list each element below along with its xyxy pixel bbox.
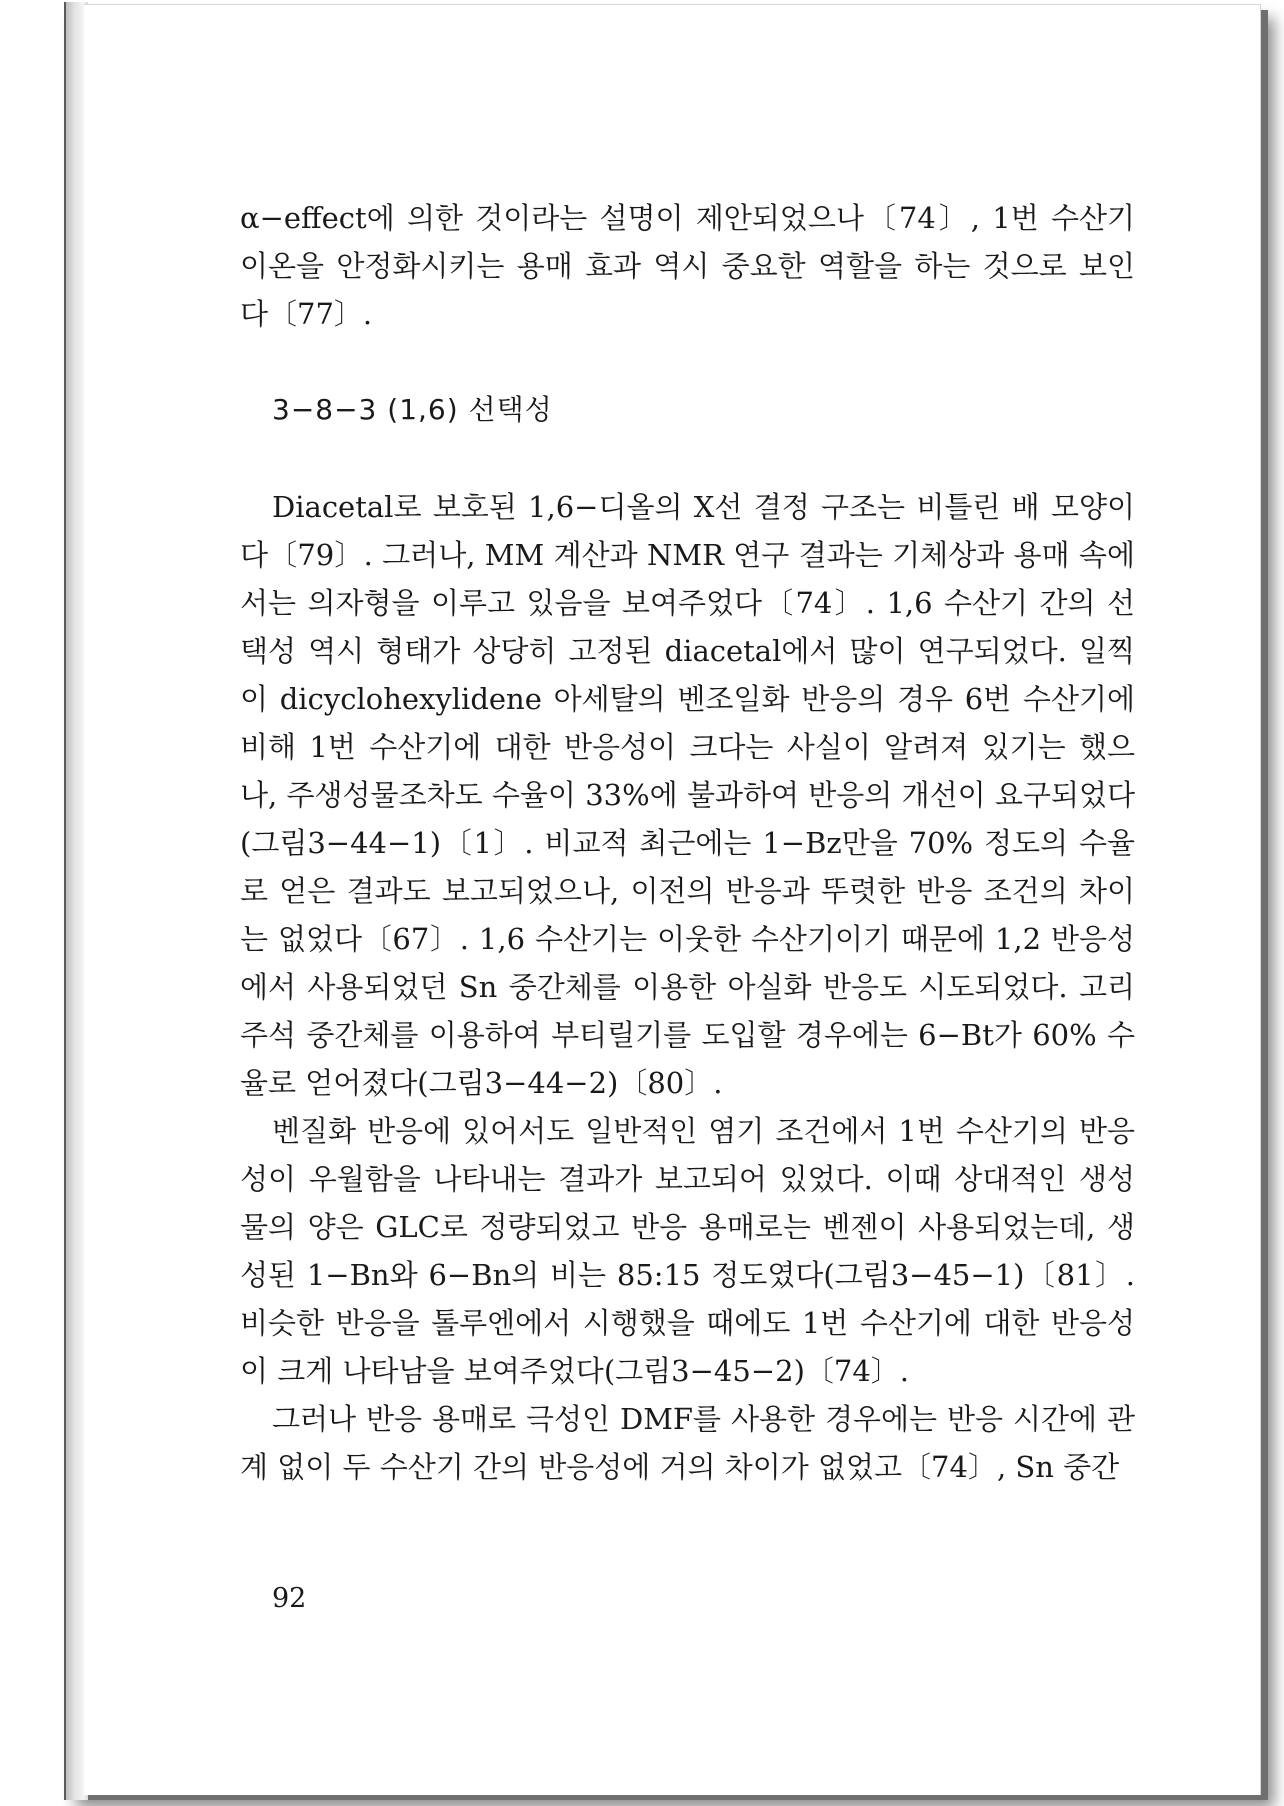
intro-paragraph-block <box>240 194 1135 338</box>
body-text <box>240 483 1135 1491</box>
paragraph-2: 벤질화 반응에 있어서도 일반적인 염기 조건에서 1번 수산기의 반응성이 우월함을 나타내는 결과가 보고되어 있었다. 이때 상대적인 생성물의 양은 GLC로 정량되었고 반응 용매로는 벤젠이 사용되었는데, 생성된 1−Bn와 6−Bn의 비는 85:15 정도였다(그림3−45−1)〔81〕. 비슷한 반응을 톨루엔에서 시행했을 때에도 1번 수산기에 대한 반응성이 크게 나타남을 보여주었다(그림3−45−2)〔74〕. <box>240 1114 1135 1388</box>
intro-paragraph: α−effect에 의한 것이라는 설명이 제안되었으나〔74〕, 1번 수산기 이온을 안정화시키는 용매 효과 역시 중요한 역할을 하는 것으로 보인다〔77〕. <box>240 201 1135 331</box>
page-number: 92 <box>272 1583 307 1614</box>
paragraph-1: Diacetal로 보호된 1,6−디올의 X선 결정 구조는 비틀린 배 모양이다〔79〕. 그러나, MM 계산과 NMR 연구 결과는 기체상과 용매 속에서는 의자형을 이루고 있음을 보여주었다〔74〕. 1,6 수산기 간의 선택성 역시 형태가 상당히 고정된 diacetal에서 많이 연구되었다. 일찍이 dicyclohexylidene 아세탈의 벤조일화 반응의 경우 6번 수산기에 비해 1번 수산기에 대한 반응성이 크다는 사실이 알려져 있기는 했으나, 주생성물조차도 수율이 33%에 불과하여 반응의 개선이 요구되었다(그림3−44−1)〔1〕. 비교적 최근에는 1−Bz만을 70% 정도의 수율로 얻은 결과도 보고되었으나, 이전의 반응과 뚜렷한 반응 조건의 차이는 없었다〔67〕. 1,6 수산기는 이웃한 수산기이기 때문에 1,2 반응성에서 사용되었던 Sn 중간체를 이용한 아실화 반응도 시도되었다. 고리 주석 중간체를 이용하여 부티릴기를 도입할 경우에는 6−Bt가 60% 수율로 얻어졌다(그림3−44−2)〔80〕. <box>240 490 1135 1100</box>
section-heading: 3−8−3 (1,6) 선택성 <box>272 393 553 426</box>
paragraph-3: 그러나 반응 용매로 극성인 DMF를 사용한 경우에는 반응 시간에 관계 없이 두 수산기 간의 반응성에 거의 차이가 없었고〔74〕, Sn 중간 <box>240 1402 1135 1484</box>
